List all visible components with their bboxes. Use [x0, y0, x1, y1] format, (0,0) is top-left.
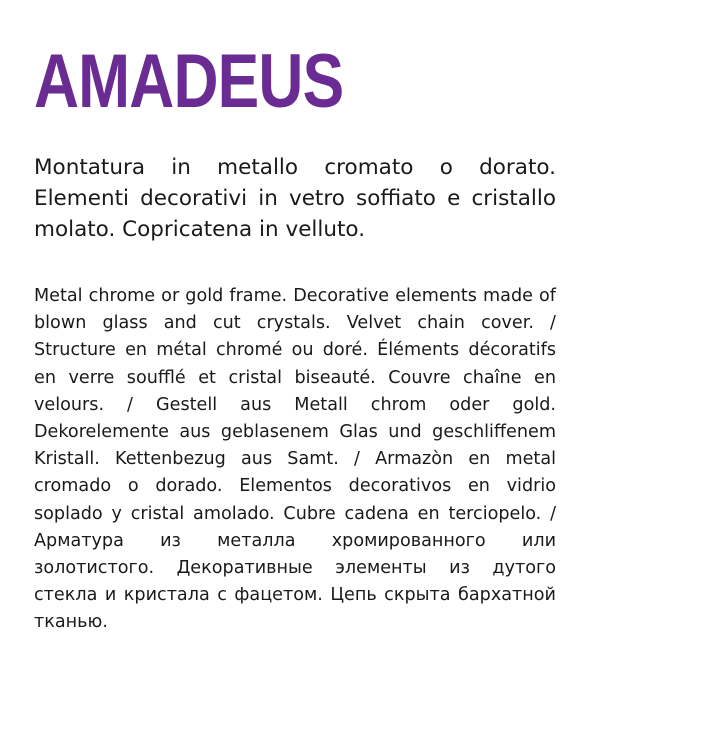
product-title: AMADEUS	[34, 39, 344, 124]
multilingual-description: Metal chrome or gold frame. Decorative elements made of blown glass and cut crystals. Velvet chain cover. / Structure en métal chromé ou doré. Éléments décoratifs en verre soufflé et cristal biseauté. Couvre chaîne en velours. / Gestell aus Metall chrom oder gold. Dekorelemente aus geblasenem Glas und geschliffenem Kristall. Kettenbezug aus Samt. / Armazòn en metal cromado o dorado. Elementos decorativos en vidrio soplado y cristal amolado. Cubre cadena en terciopelo. / Арматура из металла хромированного или золотистого. Декоративные элементы из дутого стекла и кристала с фацетом. Цепь скрыта бархатной тканью.	[34, 286, 556, 633]
italian-description: Montatura in metallo cromato o dorato. Elementi decorativi in vetro soffiato e cristallo molato. Copricatena in velluto.	[34, 155, 556, 242]
